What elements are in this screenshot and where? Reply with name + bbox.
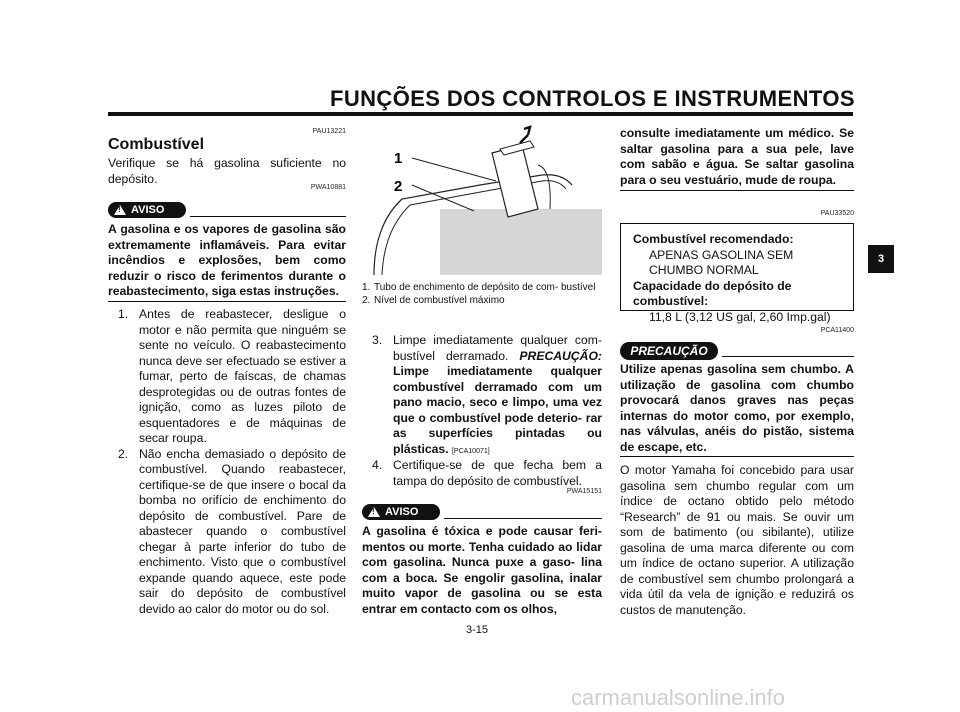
code-pca11400: PCA11400	[820, 327, 854, 334]
spec-capacity-value: 11,8 L (3,12 US gal, 2,60 Imp.gal)	[649, 309, 831, 324]
warning-badge	[362, 504, 440, 520]
reference-code: [PCA10071]	[451, 447, 490, 455]
chapter-tab[interactable]: 3	[868, 245, 894, 273]
spec-fuel-value-1: APENAS GASOLINA SEM	[649, 247, 794, 262]
page-number: 3-15	[466, 624, 489, 636]
leader-line-2	[412, 185, 474, 211]
spec-capacity-label-2: combustível:	[633, 294, 709, 308]
spec-fuel-label: Combustível recomendado:	[633, 232, 794, 246]
warning-text: A gasolina e os vapores de gasolina são extremamente inflamáveis. Para evitar incêndios e explosões, bem como reduzir o risco de ferimentos durante o reabastecimento, siga estas instruções.	[108, 222, 346, 298]
page-header-title: FUNÇÕES DOS CONTROLOS E INSTRUMENTOS	[330, 86, 855, 111]
header-rule	[108, 112, 853, 116]
tank-edge	[538, 165, 550, 209]
code-pau33520: PAU33520	[820, 210, 854, 217]
spec-fuel-value-2: CHUMBO NORMAL	[649, 263, 759, 277]
octane-paragraph: O motor Yamaha foi concebido para usar gasolina sem chumbo regular com um índice de octano obtido pelo método “Research” de 91 ou mais. Se ouvir um som de batimento (ou sibilante), utilize gasolina de uma marca diferente ou com um índice de octano superior. A utilização de combustível sem chumbo prolongará a vida útil da vela de ignição e reduzirá os custos de manutenção.	[620, 463, 854, 617]
caption-item	[362, 295, 602, 308]
watermark: carmanualsonline.info	[571, 685, 786, 710]
step-number: 1.	[118, 307, 129, 321]
caption-number: 1.	[362, 282, 371, 293]
caption-text: Nível de combustível máximo	[374, 294, 505, 306]
code-pwa10881: PWA10881	[310, 184, 346, 191]
figure-captions	[362, 282, 602, 307]
callout-1: 1	[394, 150, 403, 167]
step-number: 3.	[372, 333, 383, 347]
step-number: 2.	[118, 446, 129, 461]
intro-text: Verifique se há gasolina suficiente no depósito.	[108, 156, 346, 186]
arrow-down-icon	[520, 127, 530, 143]
fuel-tank-illustration	[362, 125, 602, 275]
step-number: 4.	[372, 458, 383, 472]
step-item	[118, 307, 346, 447]
steps-list	[118, 307, 346, 617]
step-4	[372, 458, 602, 489]
warning-text: A gasolina é tóxica e pode causar feri- mentos ou morte. Tenha cuidado ao lidar com gasolina. Nunca puxe a gaso- lina com a boca. Se engolir gasolina, inalar muito vapor de gasolina ou se esta entrar em contacto com os olhos,	[362, 524, 602, 616]
step-3	[372, 333, 602, 459]
warning-badge	[108, 202, 186, 218]
warning-rule	[444, 518, 602, 519]
step-text: Não encha demasiado o depósito de combustível. Quando reabastecer, certifique-se de que insere o bocal da bomba no orifício de enchimento do depósito de combustível. Pare de abastecer quando o combustível chegar à parte inferior do tubo de enchimento. Visto que o combustível expande quando aquece, este pode sair do depósito de combustível devido ao calor do motor ou do sol.	[139, 446, 346, 616]
step-text: Antes de reabastecer, desligue o motor e não permita que ninguém se sente no veículo. O reabastecimento nunca deve ser efectuado se estiver a fumar, perto de faíscas, de chamas desprotegidas ou de outras fontes de ignição, como as luzes piloto de esquentadores e de máquinas de secar roupa.	[139, 307, 346, 445]
warning-label: AVISO	[385, 506, 419, 518]
fuel-tank-figure	[362, 125, 602, 275]
caution-rule	[722, 356, 854, 357]
warning-rule	[190, 216, 346, 217]
code-pwa15151: PWA15151	[566, 488, 602, 495]
step-text: Certifique-se de que fecha bem a tampa do depósito de combustível.	[393, 458, 602, 488]
caution-end-rule	[620, 456, 854, 457]
caption-item	[362, 282, 602, 295]
warning-triangle-icon	[368, 507, 380, 517]
precaucao-inline-text: Limpe imediatamente qualquer combustível derramado com um pano macio, seco e limpo, uma vez que o combustível pode deterio- rar as superfícies pintadas ou plásticas.	[393, 364, 602, 456]
caption-number: 2.	[362, 294, 371, 306]
section-title: Combustível	[108, 136, 205, 153]
callout-2: 2	[394, 178, 403, 195]
spec-capacity-label-1: Capacidade do depósito de	[633, 278, 792, 293]
warning-continued-text: consulte imediatamente um médico. Se saltar gasolina para a sua pele, lave com sabão e água. Se saltar gasolina para o seu vestuário, mude de roupa.	[620, 126, 854, 187]
precaucao-inline-label: PRECAUÇÃO:	[519, 348, 602, 363]
step-text: Limpe imediatamente qualquer com- bustível derramado.	[393, 333, 602, 363]
leader-line-1	[412, 158, 496, 181]
fuel-spec-box	[620, 223, 854, 324]
step-item	[118, 447, 346, 618]
warning-triangle-icon	[114, 205, 126, 215]
caution-text: Utilize apenas gasolina sem chumbo. A utilização de gasolina com chumbo provocará danos graves nas peças internas do motor como, por exemplo, nas válvulas, anéis do pistão, sistema de escape, etc.	[620, 362, 854, 454]
caution-badge: PRECAUÇÃO	[620, 342, 718, 360]
warning-end-rule	[620, 190, 854, 191]
caption-text: Tubo de enchimento de depósito de com- bustível	[374, 282, 596, 293]
fuel-level-fill	[440, 209, 602, 275]
filler-tube	[492, 145, 538, 217]
warning-end-rule	[108, 301, 346, 302]
warning-label: AVISO	[131, 204, 165, 216]
code-pau13221: PAU13221	[312, 128, 346, 135]
